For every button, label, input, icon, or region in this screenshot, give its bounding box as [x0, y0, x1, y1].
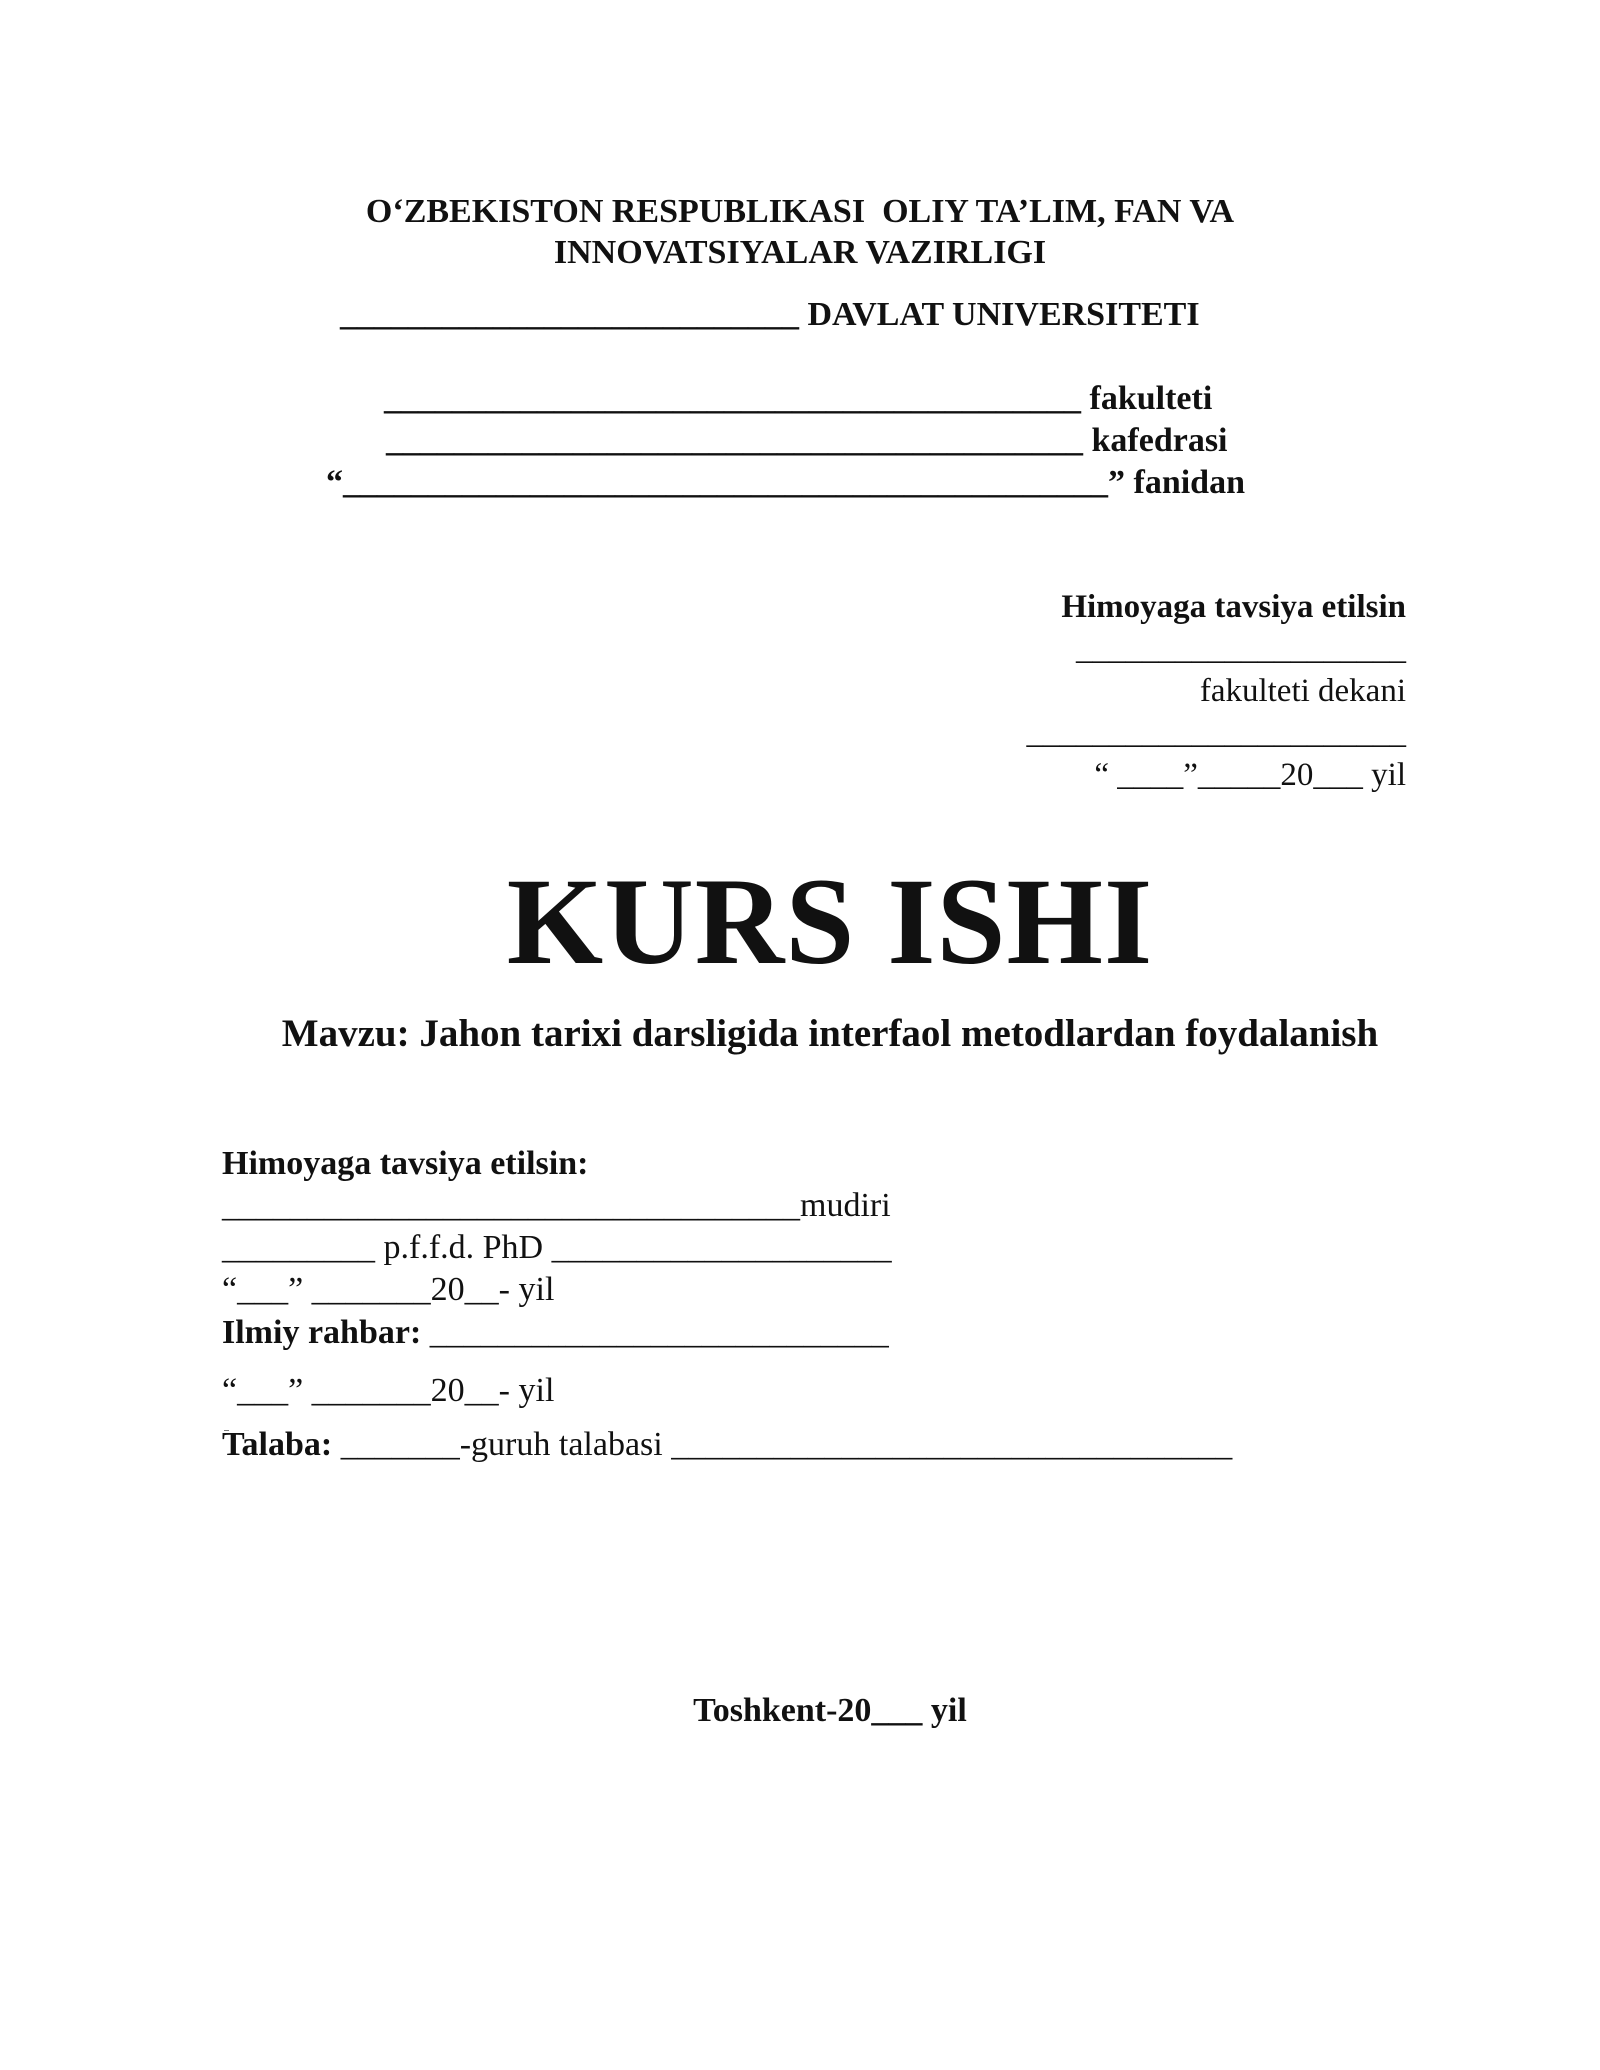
document-title: KURS ISHI — [506, 853, 1154, 990]
supervisor-date-line: “___” _______20__- yil — [222, 1372, 555, 1409]
supervisor-line — [222, 1316, 889, 1350]
city-year-line: Toshkent-20___ yil — [693, 1692, 967, 1729]
dean-label: fakulteti dekani — [1199, 673, 1406, 709]
topic-line: Mavzu: Jahon tarixi darsligida interfaol metodlardan foydalanish — [281, 1012, 1379, 1055]
university-line: ___________________________ DAVLAT UNIVERSITETI — [340, 296, 1200, 333]
ministry-name-line-2: INNOVATSIYALAR VAZIRLIGI — [553, 234, 1047, 271]
student-line — [222, 1428, 1232, 1462]
head-of-department-line: __________________________________mudiri — [222, 1187, 891, 1224]
supervisor-blank: ___________________________ — [421, 1314, 889, 1351]
dean-signature-line: _______________________ — [1026, 715, 1406, 751]
defense-date-line: “___” _______20__- yil — [222, 1271, 555, 1308]
ministry-name-line-1: O‘ZBEKISTON RESPUBLIKASI OLIY TA’LIM, FAN VA — [365, 193, 1235, 230]
department-line: _________________________________________ kafedrasi — [386, 422, 1228, 459]
degree-line: _________ p.f.f.d. PhD ____________________ — [222, 1229, 892, 1266]
dean-approval-heading: Himoyaga tavsiya etilsin — [1061, 589, 1406, 625]
student-label: Talaba: — [222, 1426, 333, 1463]
dean-date-line: “ ____”_____20___ yil — [1094, 757, 1406, 793]
faculty-line: _________________________________________ fakulteti — [384, 380, 1213, 417]
student-rest: _______-guruh talabasi _________________________________ — [332, 1426, 1233, 1463]
defense-heading: Himoyaga tavsiya etilsin: — [222, 1145, 589, 1182]
supervisor-label: Ilmiy rahbar: — [222, 1314, 422, 1351]
subject-line: “_____________________________________________” fanidan — [326, 464, 1245, 501]
dean-blank-line: ____________________ — [1076, 631, 1406, 667]
